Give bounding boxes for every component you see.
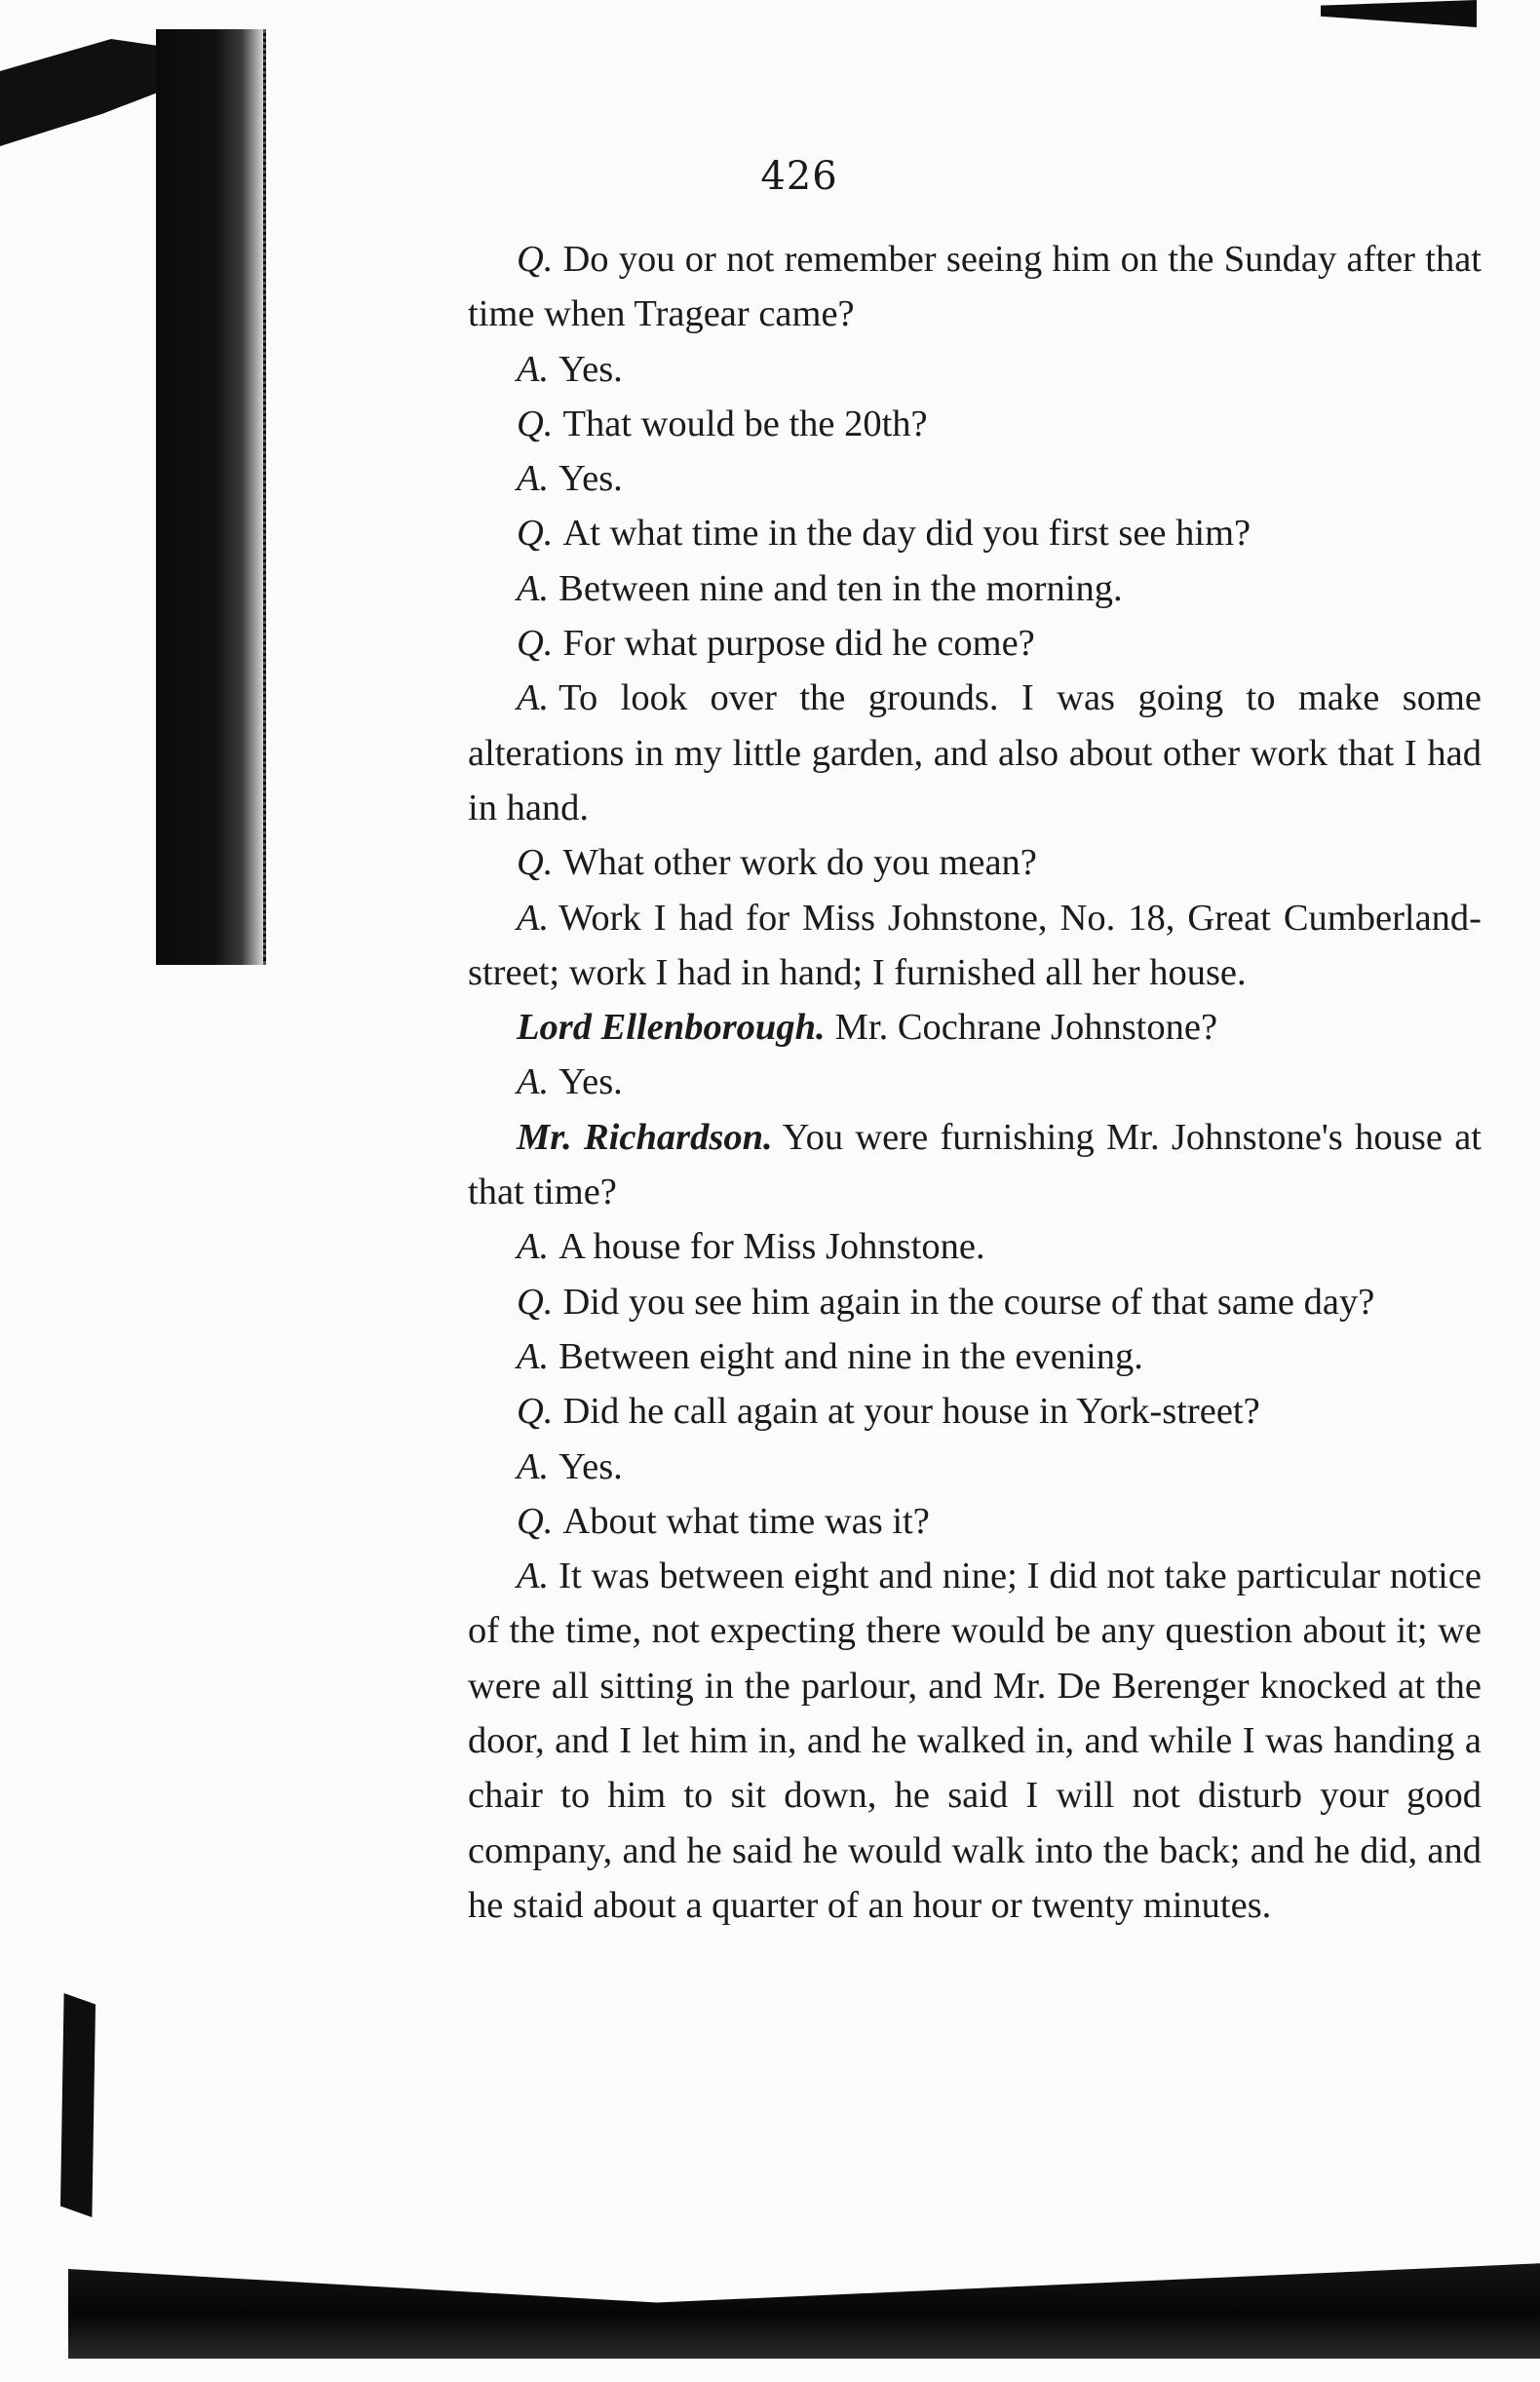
dialogue-line bbox=[468, 506, 1482, 560]
speaker-label: A. bbox=[517, 1445, 550, 1487]
speaker-label: Q. bbox=[517, 513, 554, 555]
speaker-label: A. bbox=[517, 1061, 550, 1103]
dialogue-text: About what time was it? bbox=[562, 1500, 930, 1542]
speaker-label: Lord Ellenborough. bbox=[517, 1007, 826, 1049]
dialogue-line bbox=[468, 891, 1482, 1001]
speaker-label: A. bbox=[517, 1226, 550, 1268]
dialogue-text: A house for Miss Johnstone. bbox=[558, 1226, 985, 1268]
dialogue-line bbox=[468, 1110, 1482, 1220]
dialogue-text: Did you see him again in the course of that same day? bbox=[562, 1281, 1375, 1323]
dialogue-text: To look over the grounds. I was going to make some alterations in my little garden, and also about other work that I had in hand. bbox=[468, 677, 1482, 828]
dialogue-line bbox=[468, 1384, 1482, 1439]
speaker-label: Q. bbox=[517, 842, 554, 884]
dialogue-text: Between nine and ten in the morning. bbox=[558, 567, 1123, 609]
scan-edge-artifact-top-right bbox=[1321, 0, 1477, 27]
dialogue-line bbox=[468, 1549, 1482, 1933]
dialogue-text: Work I had for Miss Johnstone, No. 18, Great Cumberland-street; work I had in hand; I furnished all her house. bbox=[468, 897, 1482, 993]
speaker-label: Q. bbox=[517, 403, 554, 444]
dialogue-text: At what time in the day did you first see him? bbox=[562, 513, 1251, 555]
speaker-label: Q. bbox=[517, 239, 554, 280]
speaker-label: Mr. Richardson. bbox=[517, 1116, 773, 1158]
speaker-label: Q. bbox=[517, 1391, 554, 1433]
dialogue-line bbox=[468, 561, 1482, 616]
speaker-label: A. bbox=[517, 458, 550, 500]
dialogue-line bbox=[468, 342, 1482, 397]
dialogue-line bbox=[468, 671, 1482, 835]
dialogue-text: Yes. bbox=[558, 348, 623, 390]
dialogue-line bbox=[468, 1440, 1482, 1494]
dialogue-text: You were furnishing Mr. Johnstone's house at that time? bbox=[468, 1116, 1482, 1213]
dialogue-line bbox=[468, 451, 1482, 506]
dialogue-text: Did he call again at your house in York-street? bbox=[562, 1391, 1260, 1433]
dialogue-line bbox=[468, 1219, 1482, 1274]
dialogue-line bbox=[468, 835, 1482, 890]
speaker-label: A. bbox=[517, 1335, 550, 1377]
scan-edge-artifact-left bbox=[60, 1993, 96, 2217]
speaker-label: A. bbox=[517, 348, 550, 390]
speaker-label: A. bbox=[517, 897, 550, 939]
dialogue-line bbox=[468, 1275, 1482, 1329]
speaker-label: Q. bbox=[517, 1500, 554, 1542]
dialogue-text: For what purpose did he come? bbox=[562, 623, 1035, 665]
transcript-body bbox=[468, 232, 1482, 1933]
scan-edge-artifact-bottom bbox=[68, 2247, 1540, 2359]
speaker-label: A. bbox=[517, 1556, 550, 1597]
dialogue-text: Do you or not remember seeing him on the Sunday after that time when Tragear came? bbox=[468, 239, 1482, 335]
dialogue-line bbox=[468, 1494, 1482, 1549]
dialogue-line bbox=[468, 1329, 1482, 1384]
dialogue-line bbox=[468, 397, 1482, 451]
dialogue-line bbox=[468, 232, 1482, 342]
dialogue-line bbox=[468, 1000, 1482, 1055]
dialogue-text: It was between eight and nine; I did not take particular notice of the time, not expecting there would be any question about it; we were all sitting in the parlour, and Mr. De Berenger knocked at the door, and I let him in, and he walked in, and while I was handing a chair to him to sit down, he said I will not disturb your good company, and he said he would walk into the back; and he did, and he staid about a quarter of an hour or twenty minutes. bbox=[468, 1556, 1482, 1926]
speaker-label: Q. bbox=[517, 623, 554, 665]
dialogue-text: Yes. bbox=[558, 1061, 623, 1103]
dialogue-text: What other work do you mean? bbox=[562, 842, 1037, 884]
speaker-label: A. bbox=[517, 677, 550, 719]
speaker-label: A. bbox=[517, 567, 550, 609]
dialogue-text: Yes. bbox=[558, 458, 623, 500]
dialogue-line bbox=[468, 616, 1482, 671]
speaker-label: Q. bbox=[517, 1281, 554, 1323]
dialogue-text: That would be the 20th? bbox=[562, 403, 928, 444]
page-number: 426 bbox=[760, 154, 838, 199]
dialogue-text: Yes. bbox=[558, 1445, 623, 1487]
dialogue-text: Mr. Cochrane Johnstone? bbox=[834, 1007, 1218, 1049]
dialogue-text: Between eight and nine in the evening. bbox=[558, 1335, 1143, 1377]
dialogue-line bbox=[468, 1055, 1482, 1109]
